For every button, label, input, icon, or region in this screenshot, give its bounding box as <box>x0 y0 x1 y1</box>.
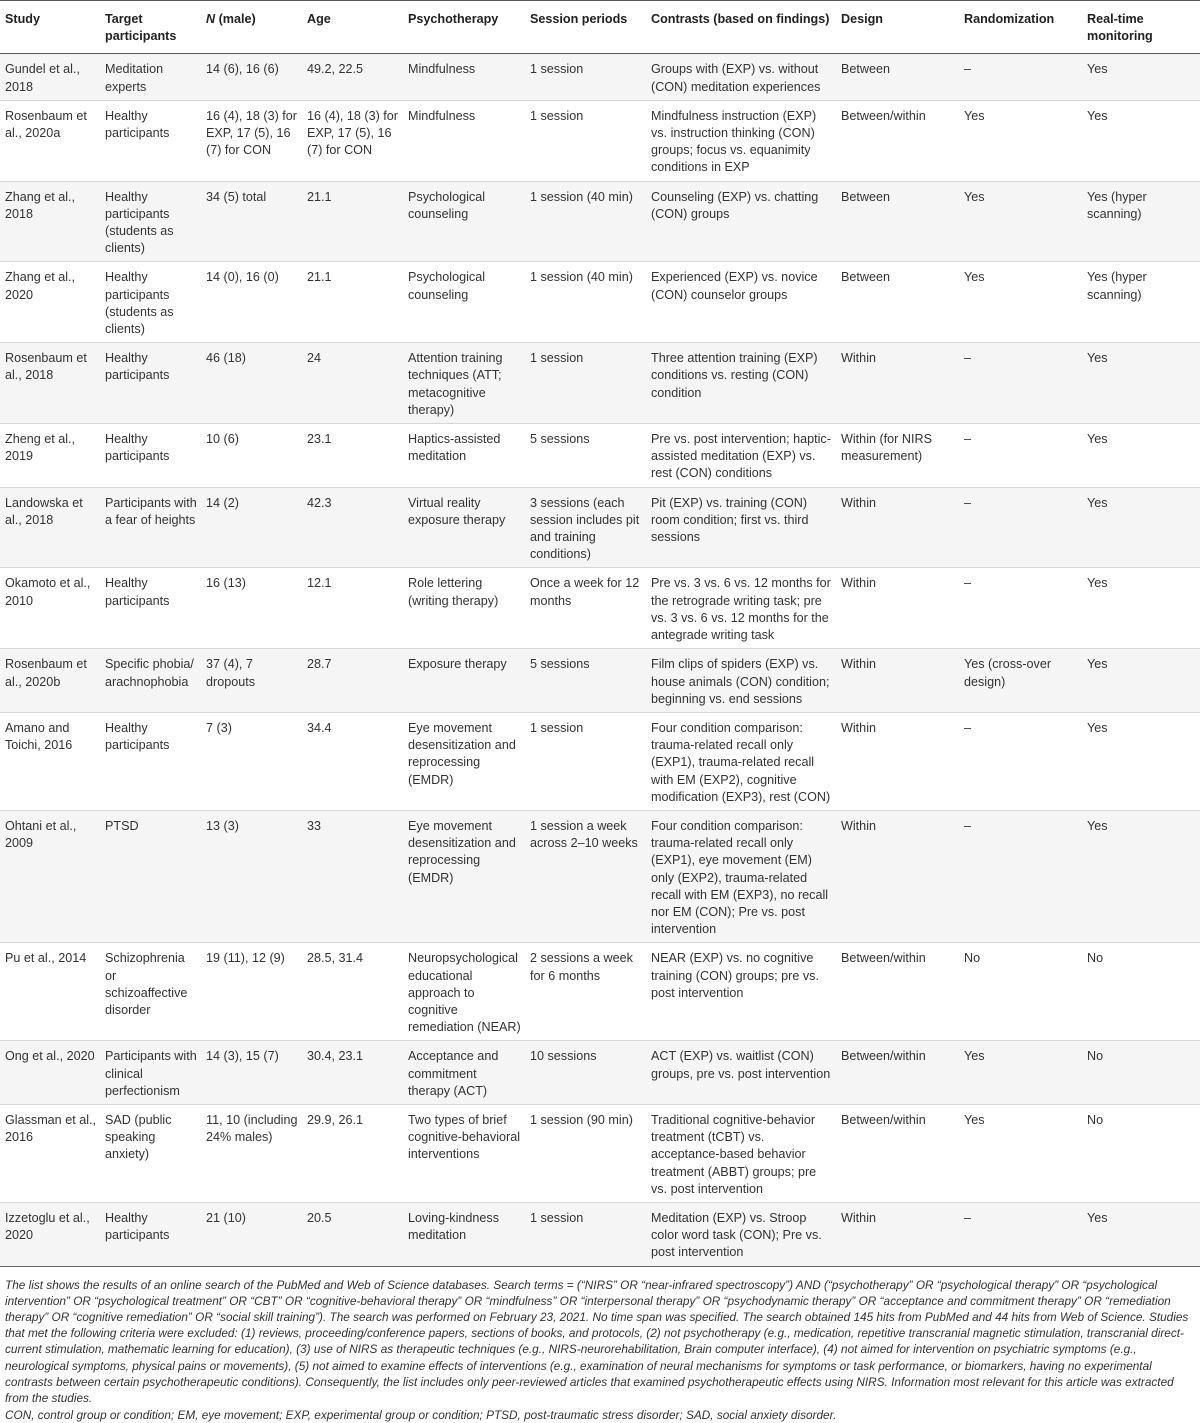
cell-design: Between <box>836 181 959 262</box>
cell-target: Healthy participants (students as clients) <box>100 262 201 343</box>
header-n <box>201 1 302 54</box>
cell-psychotherapy: Neuropsychological educational approach to cognitive remediation (NEAR) <box>403 943 525 1041</box>
cell-session: 1 session <box>525 343 646 424</box>
cell-age: 49.2, 22.5 <box>302 54 403 100</box>
cell-age: 23.1 <box>302 424 403 488</box>
table-body <box>0 54 1200 1266</box>
cell-psychotherapy: Two types of brief cognitive-behavioral interventions <box>403 1104 525 1202</box>
header-target: Target participants <box>100 1 201 54</box>
table-row <box>0 1104 1200 1202</box>
cell-age: 33 <box>302 810 403 942</box>
cell-n: 10 (6) <box>201 424 302 488</box>
cell-age: 20.5 <box>302 1202 403 1266</box>
cell-psychotherapy: Exposure therapy <box>403 649 525 713</box>
cell-design: Within <box>836 343 959 424</box>
cell-design: Within <box>836 1202 959 1266</box>
cell-psychotherapy: Acceptance and commitment therapy (ACT) <box>403 1041 525 1105</box>
cell-psychotherapy: Role lettering (writing therapy) <box>403 568 525 649</box>
cell-n: 16 (13) <box>201 568 302 649</box>
cell-study: Ong et al., 2020 <box>0 1041 100 1105</box>
cell-n: 46 (18) <box>201 343 302 424</box>
cell-n: 14 (6), 16 (6) <box>201 54 302 100</box>
cell-randomization: – <box>959 1202 1082 1266</box>
cell-session: 1 session <box>525 712 646 810</box>
cell-design: Within <box>836 487 959 568</box>
cell-contrasts: NEAR (EXP) vs. no cognitive training (CON) groups; pre vs. post intervention <box>646 943 836 1041</box>
cell-session: 1 session a week across 2–10 weeks <box>525 810 646 942</box>
cell-monitoring: Yes <box>1082 810 1200 942</box>
cell-target: Specific phobia/ arachnophobia <box>100 649 201 713</box>
cell-design: Between/within <box>836 100 959 181</box>
cell-randomization: – <box>959 424 1082 488</box>
cell-monitoring: Yes (hyper scanning) <box>1082 181 1200 262</box>
cell-monitoring: Yes <box>1082 54 1200 100</box>
header-n-suffix: (male) <box>215 12 256 26</box>
table-row <box>0 487 1200 568</box>
table-row <box>0 100 1200 181</box>
cell-randomization: Yes <box>959 181 1082 262</box>
table-row <box>0 181 1200 262</box>
cell-target: Healthy participants (students as clients) <box>100 181 201 262</box>
table-row <box>0 712 1200 810</box>
cell-n: 16 (4), 18 (3) for EXP, 17 (5), 16 (7) for CON <box>201 100 302 181</box>
cell-target: Participants with a fear of heights <box>100 487 201 568</box>
cell-design: Within <box>836 649 959 713</box>
table-row <box>0 54 1200 100</box>
cell-monitoring: Yes <box>1082 649 1200 713</box>
cell-age: 28.5, 31.4 <box>302 943 403 1041</box>
header-monitoring: Real-time monitoring <box>1082 1 1200 54</box>
cell-session: 1 session (40 min) <box>525 262 646 343</box>
cell-study: Zhang et al., 2018 <box>0 181 100 262</box>
cell-contrasts: Experienced (EXP) vs. novice (CON) counselor groups <box>646 262 836 343</box>
table-row <box>0 943 1200 1041</box>
cell-age: 34.4 <box>302 712 403 810</box>
cell-age: 28.7 <box>302 649 403 713</box>
cell-design: Between/within <box>836 1104 959 1202</box>
cell-monitoring: Yes <box>1082 1202 1200 1266</box>
cell-monitoring: Yes <box>1082 568 1200 649</box>
cell-n: 14 (3), 15 (7) <box>201 1041 302 1105</box>
cell-study: Ohtani et al., 2009 <box>0 810 100 942</box>
cell-n: 37 (4), 7 dropouts <box>201 649 302 713</box>
cell-target: SAD (public speaking anxiety) <box>100 1104 201 1202</box>
header-contrasts: Contrasts (based on findings) <box>646 1 836 54</box>
cell-randomization: Yes (cross-over design) <box>959 649 1082 713</box>
table-header-row <box>0 1 1200 54</box>
cell-design: Within <box>836 712 959 810</box>
cell-study: Rosenbaum et al., 2020a <box>0 100 100 181</box>
table-row <box>0 810 1200 942</box>
cell-contrasts: Pre vs. 3 vs. 6 vs. 12 months for the retrograde writing task; pre vs. 3 vs. 6 vs. 12 months for the antegrade writing task <box>646 568 836 649</box>
cell-contrasts: Film clips of spiders (EXP) vs. house animals (CON) condition; beginning vs. end sessions <box>646 649 836 713</box>
cell-contrasts: Pit (EXP) vs. training (CON) room condition; first vs. third sessions <box>646 487 836 568</box>
table-row <box>0 1202 1200 1266</box>
cell-randomization: Yes <box>959 1041 1082 1105</box>
cell-age: 12.1 <box>302 568 403 649</box>
cell-psychotherapy: Eye movement desensitization and reprocessing (EMDR) <box>403 712 525 810</box>
table-row <box>0 262 1200 343</box>
cell-age: 21.1 <box>302 181 403 262</box>
cell-target: Healthy participants <box>100 343 201 424</box>
cell-psychotherapy: Eye movement desensitization and reprocessing (EMDR) <box>403 810 525 942</box>
cell-age: 16 (4), 18 (3) for EXP, 17 (5), 16 (7) for CON <box>302 100 403 181</box>
cell-n: 14 (2) <box>201 487 302 568</box>
cell-contrasts: ACT (EXP) vs. waitlist (CON) groups, pre vs. post intervention <box>646 1041 836 1105</box>
cell-n: 21 (10) <box>201 1202 302 1266</box>
header-n-label: N <box>206 12 216 26</box>
cell-contrasts: Four condition comparison: trauma-related recall only (EXP1), eye movement (EM) only (EXP2), trauma-related recall with EM (EXP3), no recall nor EM (CON); Pre vs. post intervention <box>646 810 836 942</box>
header-session: Session periods <box>525 1 646 54</box>
cell-session: 3 sessions (each session includes pit and training conditions) <box>525 487 646 568</box>
cell-psychotherapy: Psychological counseling <box>403 181 525 262</box>
cell-monitoring: Yes <box>1082 100 1200 181</box>
cell-design: Within (for NIRS measurement) <box>836 424 959 488</box>
cell-psychotherapy: Virtual reality exposure therapy <box>403 487 525 568</box>
cell-study: Landowska et al., 2018 <box>0 487 100 568</box>
cell-design: Between <box>836 54 959 100</box>
cell-study: Gundel et al., 2018 <box>0 54 100 100</box>
header-age: Age <box>302 1 403 54</box>
cell-target: Healthy participants <box>100 424 201 488</box>
cell-monitoring: No <box>1082 943 1200 1041</box>
cell-design: Within <box>836 568 959 649</box>
table-row <box>0 1041 1200 1105</box>
cell-age: 24 <box>302 343 403 424</box>
cell-monitoring: Yes <box>1082 487 1200 568</box>
table-row <box>0 424 1200 488</box>
cell-monitoring: Yes <box>1082 712 1200 810</box>
cell-monitoring: No <box>1082 1104 1200 1202</box>
cell-design: Within <box>836 810 959 942</box>
cell-monitoring: No <box>1082 1041 1200 1105</box>
cell-psychotherapy: Mindfulness <box>403 100 525 181</box>
table-abbreviations: CON, control group or condition; EM, eye movement; EXP, experimental group or condition; PTSD, post-traumatic stress disorder; SAD, social anxiety disorder. <box>5 1408 837 1423</box>
cell-study: Glassman et al., 2016 <box>0 1104 100 1202</box>
cell-contrasts: Traditional cognitive-behavior treatment (tCBT) vs. acceptance-based behavior treatment (ABBT) groups; pre vs. post intervention <box>646 1104 836 1202</box>
table-row <box>0 568 1200 649</box>
cell-monitoring: Yes (hyper scanning) <box>1082 262 1200 343</box>
cell-randomization: – <box>959 487 1082 568</box>
cell-target: Healthy participants <box>100 100 201 181</box>
cell-session: 5 sessions <box>525 649 646 713</box>
cell-psychotherapy: Psychological counseling <box>403 262 525 343</box>
cell-design: Between <box>836 262 959 343</box>
cell-session: 10 sessions <box>525 1041 646 1105</box>
cell-target: PTSD <box>100 810 201 942</box>
table-row <box>0 343 1200 424</box>
cell-contrasts: Pre vs. post intervention; haptic-assisted meditation (EXP) vs. rest (CON) conditions <box>646 424 836 488</box>
cell-n: 34 (5) total <box>201 181 302 262</box>
cell-session: 1 session <box>525 54 646 100</box>
cell-n: 14 (0), 16 (0) <box>201 262 302 343</box>
cell-study: Amano and Toichi, 2016 <box>0 712 100 810</box>
cell-target: Healthy participants <box>100 1202 201 1266</box>
cell-randomization: – <box>959 810 1082 942</box>
cell-randomization: Yes <box>959 100 1082 181</box>
cell-psychotherapy: Attention training techniques (ATT; metacognitive therapy) <box>403 343 525 424</box>
cell-randomization: No <box>959 943 1082 1041</box>
cell-contrasts: Four condition comparison: trauma-related recall only (EXP1), trauma-related recall with EM (EXP2), cognitive modification (EXP3), rest (CON) <box>646 712 836 810</box>
cell-target: Schizophrenia or schizoaffective disorder <box>100 943 201 1041</box>
cell-study: Zheng et al., 2019 <box>0 424 100 488</box>
cell-n: 11, 10 (including 24% males) <box>201 1104 302 1202</box>
cell-session: 1 session (40 min) <box>525 181 646 262</box>
cell-contrasts: Three attention training (EXP) conditions vs. resting (CON) condition <box>646 343 836 424</box>
table-row <box>0 649 1200 713</box>
cell-psychotherapy: Mindfulness <box>403 54 525 100</box>
cell-study: Rosenbaum et al., 2018 <box>0 343 100 424</box>
cell-monitoring: Yes <box>1082 343 1200 424</box>
cell-age: 29.9, 26.1 <box>302 1104 403 1202</box>
cell-age: 30.4, 23.1 <box>302 1041 403 1105</box>
header-design: Design <box>836 1 959 54</box>
cell-session: 1 session (90 min) <box>525 1104 646 1202</box>
cell-randomization: – <box>959 568 1082 649</box>
cell-target: Participants with clinical perfectionism <box>100 1041 201 1105</box>
cell-randomization: Yes <box>959 1104 1082 1202</box>
header-study: Study <box>0 1 100 54</box>
cell-age: 42.3 <box>302 487 403 568</box>
cell-n: 13 (3) <box>201 810 302 942</box>
cell-study: Rosenbaum et al., 2020b <box>0 649 100 713</box>
cell-contrasts: Meditation (EXP) vs. Stroop color word task (CON); Pre vs. post intervention <box>646 1202 836 1266</box>
cell-study: Pu et al., 2014 <box>0 943 100 1041</box>
cell-age: 21.1 <box>302 262 403 343</box>
cell-randomization: – <box>959 712 1082 810</box>
cell-randomization: Yes <box>959 262 1082 343</box>
cell-session: Once a week for 12 months <box>525 568 646 649</box>
header-randomization: Randomization <box>959 1 1082 54</box>
cell-randomization: – <box>959 54 1082 100</box>
cell-target: Meditation experts <box>100 54 201 100</box>
cell-n: 7 (3) <box>201 712 302 810</box>
table-footnote: The list shows the results of an online search of the PubMed and Web of Science databases. Search terms = (“NIRS” OR “near-infrared spectroscopy”) AND (“psychotherapy” OR “psychological therapy” OR “psychological intervention” OR “psychological treatment” OR “CBT” OR “cognitive-behavioral therapy” OR “mindfulness” OR “interpersonal therapy” OR “psychodynamic therapy” OR “acceptance and commitment therapy” OR “remediation therapy” OR “cognitive remediation” OR “social skill training”). The search was performed on February 23, 2021. No time span was specified. The search obtained 145 hits from PubMed and 44 hits from Web of Science. Studies that met the following criteria were excluded: (1) reviews, proceeding/conference papers, sections of books, and protocols, (2) not psychotherapy (e.g., medication, repetitive transcranial magnetic stimulation, transcranial direct-current stimulation, mathematic learning for education), (3) use of NIRS as therapeutic techniques (e.g., NIRS-neurorehabilitation, Brain computer interface), (4) not aimed for intervention on psychiatric symptoms (e.g., neurological symptoms, physical pains or movements), (5) not aimed to examine effects of interventions (e.g., examination of neural mechanisms for symptoms or task performance, or biomarkers, having no experimental contrasts between certain psychotherapeutic conditions). Consequently, the list includes only peer-reviewed articles that examined psychotherapeutic effects using NIRS. Information most relevant for this article was extracted from the studies. <box>5 1277 1189 1406</box>
cell-session: 5 sessions <box>525 424 646 488</box>
cell-study: Izzetoglu et al., 2020 <box>0 1202 100 1266</box>
cell-contrasts: Counseling (EXP) vs. chatting (CON) groups <box>646 181 836 262</box>
cell-target: Healthy participants <box>100 712 201 810</box>
header-psychotherapy: Psychotherapy <box>403 1 525 54</box>
cell-session: 2 sessions a week for 6 months <box>525 943 646 1041</box>
cell-contrasts: Mindfulness instruction (EXP) vs. instruction thinking (CON) groups; focus vs. equanimity conditions in EXP <box>646 100 836 181</box>
cell-session: 1 session <box>525 1202 646 1266</box>
cell-study: Zhang et al., 2020 <box>0 262 100 343</box>
cell-contrasts: Groups with (EXP) vs. without (CON) meditation experiences <box>646 54 836 100</box>
cell-monitoring: Yes <box>1082 424 1200 488</box>
cell-randomization: – <box>959 343 1082 424</box>
cell-design: Between/within <box>836 943 959 1041</box>
cell-target: Healthy participants <box>100 568 201 649</box>
cell-design: Between/within <box>836 1041 959 1105</box>
cell-study: Okamoto et al., 2010 <box>0 568 100 649</box>
cell-n: 19 (11), 12 (9) <box>201 943 302 1041</box>
cell-psychotherapy: Loving-kindness meditation <box>403 1202 525 1266</box>
cell-psychotherapy: Haptics-assisted meditation <box>403 424 525 488</box>
cell-session: 1 session <box>525 100 646 181</box>
